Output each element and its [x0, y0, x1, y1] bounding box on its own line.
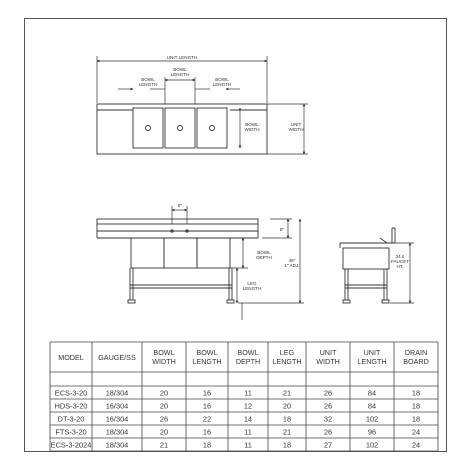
- table-cell: 96: [367, 427, 377, 437]
- table-cell: 16: [202, 427, 212, 437]
- table-cell: 21: [282, 388, 292, 398]
- table-cell: 20: [282, 401, 292, 411]
- table-header-cell: LENGTH: [192, 357, 222, 366]
- table-header-cell: UNIT: [319, 348, 337, 357]
- table-cell: 26: [323, 388, 333, 398]
- table-cell: 26: [159, 414, 169, 424]
- bowl-depth-label-2: DEPTH: [256, 255, 272, 260]
- unit-width-label-2: WIDTH: [288, 127, 304, 132]
- bowl-length-label-top: BOWL: [173, 67, 187, 72]
- table-cell: 20: [159, 427, 169, 437]
- table-cell: 11: [244, 427, 252, 437]
- table-cell: 16/304: [105, 414, 129, 424]
- table-header-cell: MODEL: [58, 353, 84, 362]
- spec-table: [50, 342, 438, 451]
- drain-1: [146, 126, 151, 131]
- table-header-cell: BOWL: [237, 348, 259, 357]
- table-cell: 22: [202, 414, 212, 424]
- table-header-cell: LENGTH: [272, 357, 302, 366]
- table-header-cell: BOARD: [403, 357, 429, 366]
- table-cell: ECS-3-20: [54, 388, 88, 398]
- front-view: [97, 203, 304, 320]
- bowl-length-label-right: BOWL: [215, 77, 229, 82]
- top-view: [97, 55, 308, 154]
- table-header-cell: GAUGE/SS: [98, 353, 136, 362]
- table-cell: 26: [323, 401, 333, 411]
- bowl-2-front: [164, 238, 197, 268]
- table-cell: 16: [202, 401, 212, 411]
- table-cell: 18: [411, 414, 421, 424]
- bowl-3-front: [197, 238, 230, 268]
- table-cell: 18: [411, 388, 421, 398]
- bowl-3-top: [197, 108, 227, 148]
- side-view: [340, 228, 414, 303]
- table-cell: 18: [411, 401, 421, 411]
- faucet-height-label-3: HT.: [396, 264, 404, 269]
- table-header-cell: BOWL: [196, 348, 218, 357]
- table-cell: 26: [323, 427, 333, 437]
- table-cell: 18: [282, 414, 292, 424]
- table-cell: 20: [159, 401, 169, 411]
- bowl-width-label: BOWL: [245, 122, 259, 127]
- table-cell: ECS-3-2024: [50, 440, 92, 450]
- table-header-cell: DRAIN: [404, 348, 428, 357]
- table-cell: 12: [243, 401, 253, 411]
- side-bowl: [343, 248, 389, 269]
- table-cell: 84: [367, 388, 377, 398]
- table-cell: 21: [159, 440, 169, 450]
- bowl-length-label-left-2: LENGTH: [138, 82, 158, 87]
- table-header-cell: WIDTH: [152, 357, 176, 366]
- table-cell: 32: [323, 414, 333, 424]
- table-cell: DT-3-20: [57, 414, 85, 424]
- table-cell: 102: [365, 440, 379, 450]
- overall-height-label: 45": [288, 258, 296, 263]
- table-cell: 18/304: [105, 388, 129, 398]
- table-cell: 18/304: [105, 427, 129, 437]
- table-cell: FTS-3-20: [55, 427, 87, 437]
- bowl-width-label-2: WIDTH: [244, 127, 260, 132]
- table-header-cell: WIDTH: [316, 357, 340, 366]
- table-cell: 27: [323, 440, 333, 450]
- table-header-cell: UNIT: [363, 348, 381, 357]
- table-cell: 21: [282, 427, 292, 437]
- bowl-length-label-left: BOWL: [141, 77, 155, 82]
- table-cell: 84: [367, 401, 377, 411]
- overall-height-label-2: 1" ADJ.: [284, 263, 300, 268]
- bowl-length-label-top-2: LENGTH: [170, 72, 190, 77]
- table-cell: 102: [365, 414, 379, 424]
- table-header-cell: DEPTH: [235, 357, 261, 366]
- drain-3: [210, 126, 215, 131]
- table-cell: 18: [282, 440, 292, 450]
- table-cell: 11: [244, 388, 252, 398]
- table-cell: 18: [202, 440, 212, 450]
- bowl-1-top: [133, 108, 163, 148]
- table-cell: HDS-3-20: [54, 401, 88, 411]
- unit-width-label: UNIT: [290, 122, 302, 127]
- table-cell: 24: [411, 427, 421, 437]
- bowl-depth-label: BOWL: [257, 250, 271, 255]
- table-cell: 16: [202, 388, 212, 398]
- bowl-1-front: [131, 238, 164, 268]
- splash-top: [97, 219, 258, 224]
- table-cell: 18/304: [105, 440, 129, 450]
- table-cell: 16/304: [105, 401, 129, 411]
- table-header-cell: LENGTH: [357, 357, 387, 366]
- table-cell: 14: [243, 414, 253, 424]
- bowl-length-label-right-2: LENGTH: [212, 82, 232, 87]
- drain-2: [178, 126, 183, 131]
- leg-length-label-2: LENGTH: [242, 286, 262, 291]
- table-cell: 20: [159, 388, 169, 398]
- faucet-spacing-label: 8": [177, 203, 183, 208]
- faucet-height-label-2: FAUCET: [390, 259, 410, 264]
- table-header-cell: BOWL: [153, 348, 175, 357]
- table-cell: 24: [411, 440, 421, 450]
- faucet-height-label: 34.5: [395, 254, 405, 259]
- leg-length-label: LEG: [247, 281, 257, 286]
- bowl-2-top: [165, 108, 195, 148]
- unit-length-label: UNIT LENGTH: [166, 55, 198, 60]
- table-header-cell: LEG: [279, 348, 295, 357]
- splash-height-label: 8": [279, 227, 285, 232]
- table-cell: 11: [244, 440, 252, 450]
